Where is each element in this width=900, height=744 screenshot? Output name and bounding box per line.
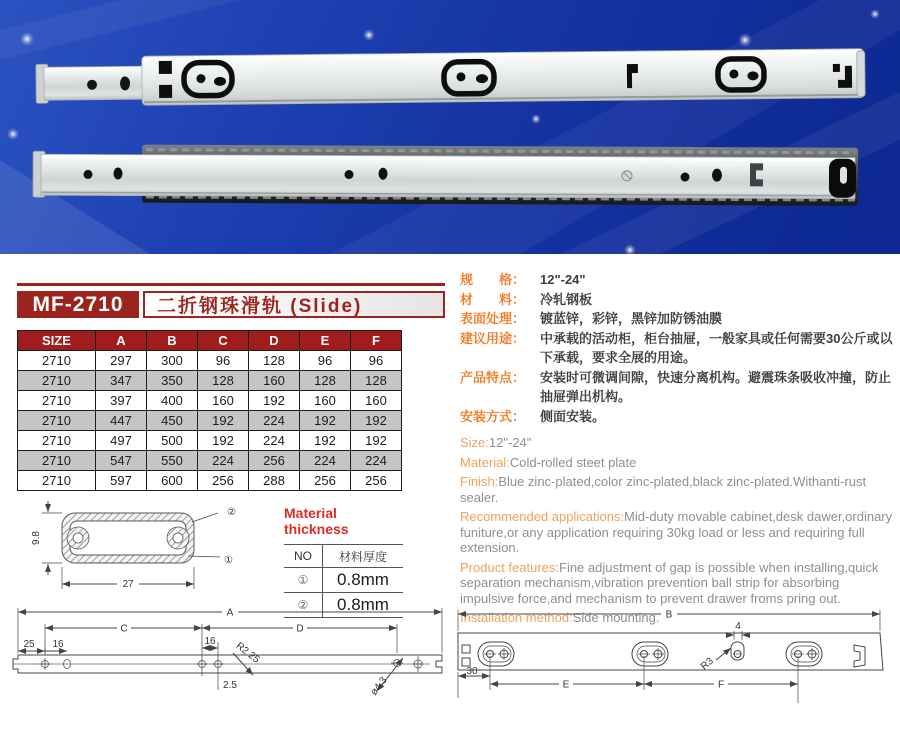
table-row <box>18 391 402 411</box>
dim-16-middle: 16 <box>204 636 216 647</box>
cell: 550 <box>147 451 198 471</box>
table-row <box>18 351 402 371</box>
spec-cn-installation <box>460 407 897 427</box>
spec-label: 规 格： <box>460 272 526 287</box>
col-header: E <box>300 331 351 351</box>
table-row <box>18 371 402 391</box>
spec-value: 镀蓝锌，彩锌，黑锌加防锈油膜 <box>540 311 723 326</box>
cell: 128 <box>351 371 402 391</box>
col-header: 材料厚度 <box>323 545 404 568</box>
cell: 192 <box>300 431 351 451</box>
spec-label: 建议用途： <box>460 330 526 346</box>
spec-cn-size <box>460 270 897 290</box>
cell: 2710 <box>18 471 96 491</box>
cell: 160 <box>249 371 300 391</box>
cell: 96 <box>300 351 351 371</box>
spec-value: Blue zinc-plated,color zinc-plated,black zinc-plated.Withanti-rust sealer. <box>460 474 867 505</box>
dim-30: 30 <box>466 666 478 677</box>
cell: 400 <box>147 391 198 411</box>
table-row <box>18 431 402 451</box>
cell: 160 <box>351 391 402 411</box>
cell: 2710 <box>18 451 96 471</box>
cell: 597 <box>96 471 147 491</box>
spec-cn-finish <box>460 309 897 329</box>
cell: 547 <box>96 451 147 471</box>
dim-A: A <box>226 607 234 619</box>
dim-2.5: 2.5 <box>223 680 237 691</box>
spec-label: Finish: <box>460 474 499 489</box>
spec-label: 表面处理： <box>460 311 526 326</box>
cell: 128 <box>198 371 249 391</box>
technical-drawing-left <box>5 598 445 744</box>
spec-en-size <box>460 435 897 451</box>
dim-B: B <box>665 609 673 621</box>
cell: 288 <box>249 471 300 491</box>
col-header: D <box>249 331 300 351</box>
spec-label: Recommended applications: <box>460 509 625 524</box>
slot-detail <box>632 642 668 666</box>
spec-en-finish <box>460 474 897 505</box>
spec-cn-features <box>460 368 897 407</box>
cell: 224 <box>198 451 249 471</box>
col-header: SIZE <box>18 331 96 351</box>
cell: 2710 <box>18 371 96 391</box>
spec-column <box>460 270 897 630</box>
table-row <box>18 451 402 471</box>
technical-drawing-right <box>450 598 898 744</box>
dim-R2.25: R2.25 <box>233 640 262 666</box>
spec-label: Size: <box>460 435 489 450</box>
col-header: A <box>96 331 147 351</box>
cell: 297 <box>96 351 147 371</box>
dim-E: E <box>562 679 570 691</box>
spec-value: 安装时可微调间隙，快速分离机构。避震珠条吸收冲撞，防止抽屉弹出机构。 <box>540 369 892 404</box>
slide-photo-bottom <box>33 144 858 206</box>
cell: 256 <box>198 471 249 491</box>
spec-value: Side mounting. <box>572 610 660 625</box>
spec-value: Cold-rolled steet plate <box>509 454 637 470</box>
cell: 96 <box>198 351 249 371</box>
dim-width: 27 <box>122 579 134 590</box>
cell: 0.8mm <box>323 593 404 618</box>
cell: 397 <box>96 391 147 411</box>
cell: 450 <box>147 411 198 431</box>
col-header: C <box>198 331 249 351</box>
cell: 300 <box>147 351 198 371</box>
product-model: MF-2710 <box>17 291 139 318</box>
spec-label: 安装方式： <box>460 408 526 424</box>
cell: 192 <box>300 411 351 431</box>
cell: 224 <box>249 431 300 451</box>
table-row <box>18 411 402 431</box>
ball-bearing-left <box>67 527 89 549</box>
cell: 256 <box>249 451 300 471</box>
slide-photos <box>0 0 900 254</box>
cell: 160 <box>300 391 351 411</box>
spec-en-applications <box>460 509 897 556</box>
col-header: NO <box>284 545 323 568</box>
end-bracket-detail <box>854 645 865 667</box>
cell: 347 <box>96 371 147 391</box>
product-photo-area <box>0 0 900 254</box>
spec-value: 中承载的活动柜，柜台抽屉，一般家具或任何需要30公斤或以下承载，要求全展的用途。 <box>540 330 893 365</box>
spec-label: 产品特点： <box>460 369 526 385</box>
slot-detail <box>786 642 822 666</box>
cell: 192 <box>198 411 249 431</box>
slide-photo-top <box>36 49 865 107</box>
cell: 500 <box>147 431 198 451</box>
spec-cn-applications <box>460 329 897 368</box>
spec-value: 侧面安装。 <box>540 408 606 424</box>
dim-F: F <box>717 679 725 691</box>
cell: 447 <box>96 411 147 431</box>
spec-label: Product features: <box>460 559 559 575</box>
cell: 2710 <box>18 351 96 371</box>
dim-R3: R3 <box>698 655 716 673</box>
slot-detail <box>478 642 514 666</box>
spec-label: Material: <box>460 454 510 470</box>
dim-16-left: 16 <box>52 639 64 650</box>
cell: 497 <box>96 431 147 451</box>
cell: ① <box>284 568 323 593</box>
cell: 600 <box>147 471 198 491</box>
cell: 192 <box>249 391 300 411</box>
cell: 2710 <box>18 411 96 431</box>
background-streaks <box>0 0 900 254</box>
dim-hole-dia: ø4.3 <box>368 675 390 698</box>
cell: 2710 <box>18 391 96 411</box>
size-table-wrap <box>17 330 402 491</box>
callout-1: ① <box>224 555 233 566</box>
size-table-header <box>18 331 402 351</box>
spec-label: 材 料： <box>460 291 526 307</box>
spec-cn-material <box>460 290 897 310</box>
cell: 256 <box>351 471 402 491</box>
spec-en-material <box>460 455 897 471</box>
dim-C: C <box>120 623 128 635</box>
cell: 224 <box>300 451 351 471</box>
dim-25: 25 <box>23 639 35 650</box>
dim-4: 4 <box>735 621 741 632</box>
cell: 224 <box>351 451 402 471</box>
product-banner <box>17 291 445 318</box>
spec-label: Installation method: <box>460 610 573 625</box>
cell: 160 <box>198 391 249 411</box>
cell: 128 <box>300 371 351 391</box>
cell: 256 <box>300 471 351 491</box>
adjust-slot-detail <box>726 631 750 660</box>
table-row <box>18 471 402 491</box>
spec-value: Mid-duty movable cabinet,desk dawer,ordinary funiture,or any application requiring 30kg load or less and requiring full extension. <box>460 509 893 555</box>
cell: 128 <box>249 351 300 371</box>
size-table <box>17 330 402 491</box>
cell: 192 <box>351 431 402 451</box>
cross-section-diagram <box>22 497 262 604</box>
table-row <box>284 568 403 593</box>
profile-outline <box>62 513 194 563</box>
banner-top-rule <box>17 283 445 286</box>
cell: 192 <box>351 411 402 431</box>
dim-D: D <box>296 623 304 635</box>
cell: 350 <box>147 371 198 391</box>
material-thickness-title: Material thickness <box>284 505 349 537</box>
cell: 2710 <box>18 431 96 451</box>
spec-value: Fine adjustment of gap is possible when installing,quick separation mechanism,vibration prevention ball strip for absorbing impulsive force,and mechanism to prevent drawer froms pring out. <box>460 559 879 606</box>
spec-en-block <box>460 435 897 626</box>
spec-value: 12"-24" <box>540 272 586 287</box>
spec-value: 12"-24" <box>488 435 532 450</box>
cell: 96 <box>351 351 402 371</box>
cell: 0.8mm <box>323 568 404 593</box>
dim-height: 9.8 <box>31 531 42 545</box>
col-header: F <box>351 331 402 351</box>
callout-2: ② <box>227 507 236 518</box>
cell: 224 <box>249 411 300 431</box>
cell: 192 <box>198 431 249 451</box>
product-title: 二折钢珠滑轨 (Slide) <box>143 291 445 318</box>
ball-bearing-right <box>167 527 189 549</box>
spec-value: 冷轧钢板 <box>540 291 593 307</box>
cell: ② <box>284 593 323 618</box>
col-header: B <box>147 331 198 351</box>
